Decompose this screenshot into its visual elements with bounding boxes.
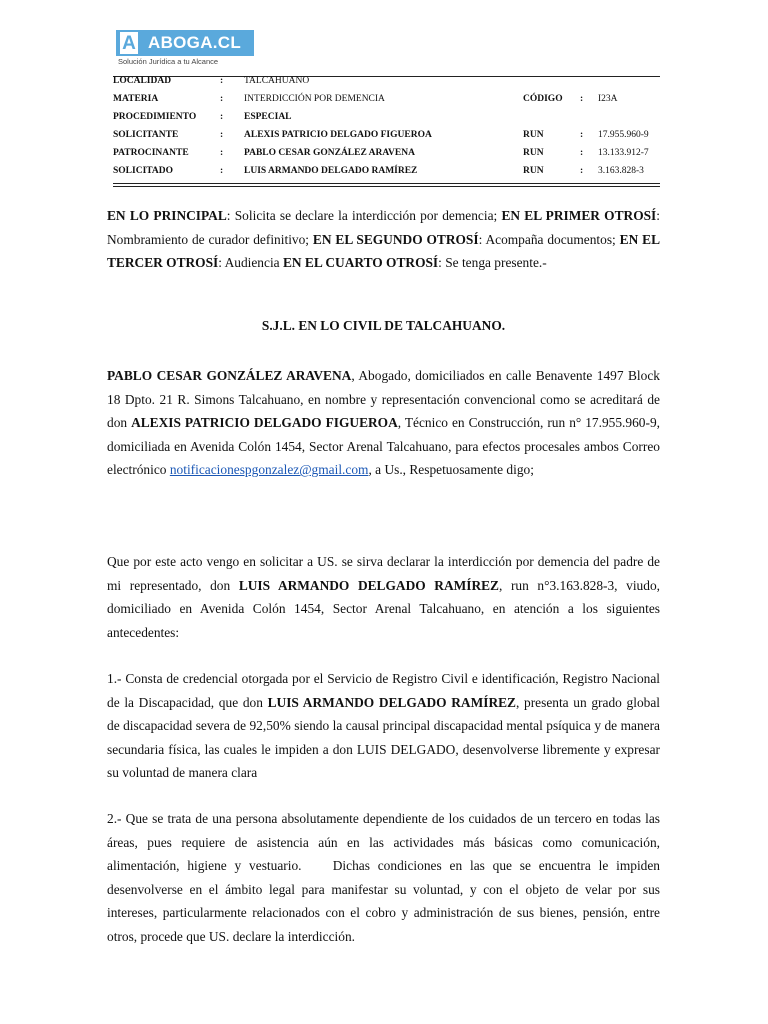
logo-letter-icon: A [118, 30, 140, 56]
case-header-table [113, 72, 653, 180]
header-row-solicitante: SOLICITANTE : ALEXIS PATRICIO DELGADO FIGUEROA RUN : 17.955.960-9 [113, 130, 649, 140]
logo-tagline: Solución Jurídica a tu Alcance [118, 57, 219, 66]
father-name: LUIS ARMANDO DELGADO RAMÍREZ [238, 577, 499, 593]
header-row-localidad: LOCALIDAD : TALCAHUANO [113, 76, 310, 86]
header-row-patrocinante: PATROCINANTE : PABLO CESAR GONZÁLEZ ARAVENA RUN : 13.133.912-7 [113, 148, 649, 158]
header-row-solicitado: SOLICITADO : LUIS ARMANDO DELGADO RAMÍREZ RUN : 3.163.828-3 [113, 166, 644, 176]
summary-paragraph: EN LO PRINCIPAL: Solicita se declare la interdicción por demencia; EN EL PRIMER OTROSÍ: Nombramiento de curador definitivo; EN EL SEGUNDO OTROSÍ: Acompaña documentos; EN EL TERCER OTROSÍ: Audiencia EN EL CUARTO OTROSÍ: Se tenga presente.- [107, 208, 660, 270]
point-1-paragraph: 1.- Consta de credencial otorgada por el Servicio de Registro Civil e identificación, Registro Nacional de la Discapacidad, que don LUIS ARMANDO DELGADO RAMÍREZ, presenta un grado global de discapacidad severa de 92,50% siendo la causal principal discapacidad mental psíquica y de manera secundaria física, las cuales le impiden a don LUIS DELGADO, desenvolverse libremente y expresar su voluntad de manera clara [107, 671, 661, 780]
email-link[interactable]: notificacionespgonzalez@gmail.com [169, 462, 369, 477]
header-bottom-rule [113, 183, 660, 184]
point-2-paragraph: 2.- Que se trata de una persona absolutamente dependiente de los cuidados de un tercero en todas las áreas, pues requiere de asistencia aún en las actividades más básicas como comunicación, alimentación, higiene y vestuario. Dichas condiciones en las que se encuentra le impiden desenvolverse en el ámbito legal para manifestar su voluntad, y con el objeto de velar por sus intereses, particularmente relacionados con el cobro y administración de sus bienes, pensión, entre otros, procede que US. declare la interdicción. [107, 811, 664, 944]
intro-paragraph: PABLO CESAR GONZÁLEZ ARAVENA, Abogado, domiciliados en calle Benavente 1497 Block 18 Dpto. 21 R. Simons Talcahuano, en nombre y representación convencional como se acreditará de don ALEXIS PATRICIO DELGADO FIGUEROA, Técnico en Construcción, run n° 17.955.960-9, domiciliada en Avenida Colón 1454, Sector Arenal Talcahuano, para efectos procesales ambos Correo electrónico notificacionespgonzalez@gmail.com, a Us., Respetuosamente digo; [107, 368, 660, 477]
lawyer-name: PABLO CESAR GONZÁLEZ ARAVENA [107, 368, 352, 383]
logo-name: ABOGA.CL [148, 33, 242, 52]
header-row-procedimiento: PROCEDIMIENTO : ESPECIAL [113, 112, 292, 122]
request-paragraph: Que por este acto vengo en solicitar a US. se sirva declarar la interdicción por demencia del padre de mi representado, don LUIS ARMANDO DELGADO RAMÍREZ, run n°3.163.828-3, viudo, domiciliado en Avenida Colón 1454, Sector Arenal Talcahuano, en atención a los siguientes antecedentes: [107, 554, 660, 640]
header-bottom-rule-double [113, 186, 660, 187]
client-name: ALEXIS PATRICIO DELGADO FIGUEROA [131, 415, 398, 430]
header-row-materia: MATERIA : INTERDICCIÓN POR DEMENCIA CÓDIGO : I23A [113, 94, 618, 104]
aboga-logo [116, 30, 254, 66]
court-heading: S.J.L. EN LO CIVIL DE TALCAHUANO. [261, 318, 506, 333]
logo-banner [116, 30, 254, 56]
